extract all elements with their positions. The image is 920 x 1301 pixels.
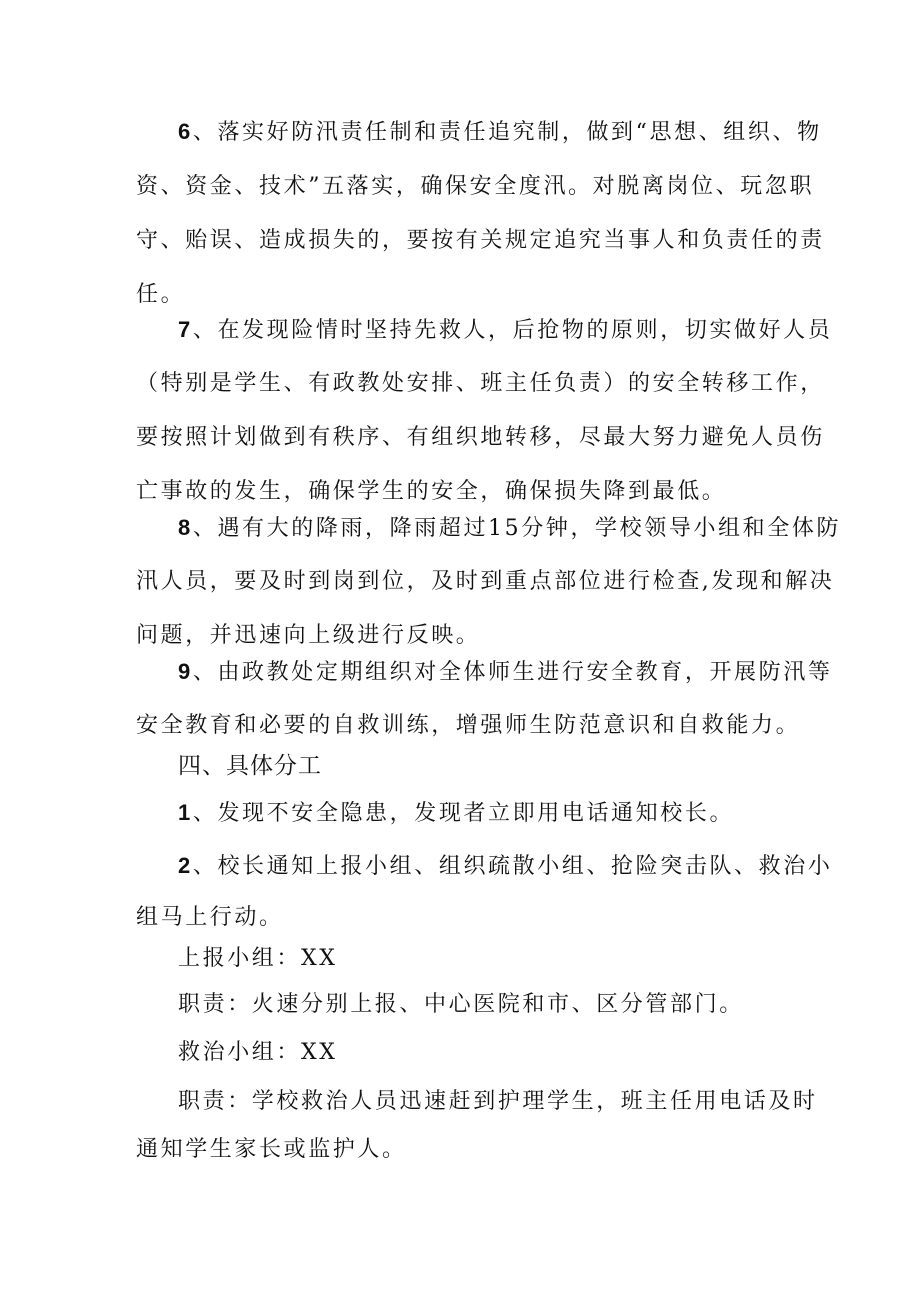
division-2-line-2: 组马上行动。 bbox=[136, 905, 284, 930]
division-1-line-1: 1、发现不安全隐患，发现者立即用电话通知校长。 bbox=[178, 800, 735, 826]
paragraph-6-line-2: 资、资金、技术”五落实，确保安全度汛。对脱离岗位、玩忽职 bbox=[136, 174, 815, 199]
rescue-group-name: 救治小组：XX bbox=[178, 1040, 338, 1065]
rescue-group-duty-line-1: 职责：学校救治人员迅速赶到护理学生，班主任用电话及时 bbox=[178, 1089, 818, 1114]
paragraph-6-line-1: 6、落实好防汛责任制和责任追究制，做到“思想、组织、物 bbox=[178, 119, 822, 145]
paragraph-8-line-2: 汛人员，要及时到岗到位，及时到重点部位进行检查,发现和解决 bbox=[136, 569, 835, 594]
section-heading: 四、具体分工 bbox=[178, 753, 322, 779]
report-group-name: 上报小组：XX bbox=[178, 946, 338, 971]
paragraph-7-line-1: 7、在发现险情时坚持先救人，后抢物的原则，切实做好人员 bbox=[178, 317, 833, 343]
item-number: 9 bbox=[178, 659, 193, 684]
paragraph-8-line-3: 问题，并迅速向上级进行反映。 bbox=[136, 623, 481, 648]
division-2-line-1: 2、校长通知上报小组、组织疏散小组、抢险突击队、救治小 bbox=[178, 853, 833, 879]
item-number: 8 bbox=[178, 515, 193, 540]
item-number: 1 bbox=[178, 800, 193, 825]
paragraph-7-line-2: （特别是学生、有政教处安排、班主任负责）的安全转移工作， bbox=[136, 371, 825, 396]
paragraph-6-line-4: 任。 bbox=[136, 282, 186, 307]
paragraph-9-line-2: 安全教育和必要的自救训练，增强师生防范意识和自救能力。 bbox=[136, 713, 801, 738]
paragraph-8-line-1: 8、遇有大的降雨，降雨超过15分钟，学校领导小组和全体防 bbox=[178, 515, 842, 541]
paragraph-7-line-4: 亡事故的发生，确保学生的安全，确保损失降到最低。 bbox=[136, 479, 727, 504]
paragraph-6-line-3: 守、贻误、造成损失的，要按有关规定追究当事人和负责任的责 bbox=[136, 228, 825, 253]
paragraph-7-line-3: 要按照计划做到有秩序、有组织地转移，尽最大努力避免人员伤 bbox=[136, 425, 825, 450]
report-group-duty: 职责：火速分别上报、中心医院和市、区分管部门。 bbox=[178, 992, 744, 1017]
item-number: 2 bbox=[178, 853, 193, 878]
item-number: 6 bbox=[178, 119, 193, 144]
item-number: 7 bbox=[178, 317, 193, 342]
paragraph-9-line-1: 9、由政教处定期组织对全体师生进行安全教育，开展防汛等 bbox=[178, 659, 833, 685]
rescue-group-duty-line-2: 通知学生家长或监护人。 bbox=[136, 1137, 407, 1162]
